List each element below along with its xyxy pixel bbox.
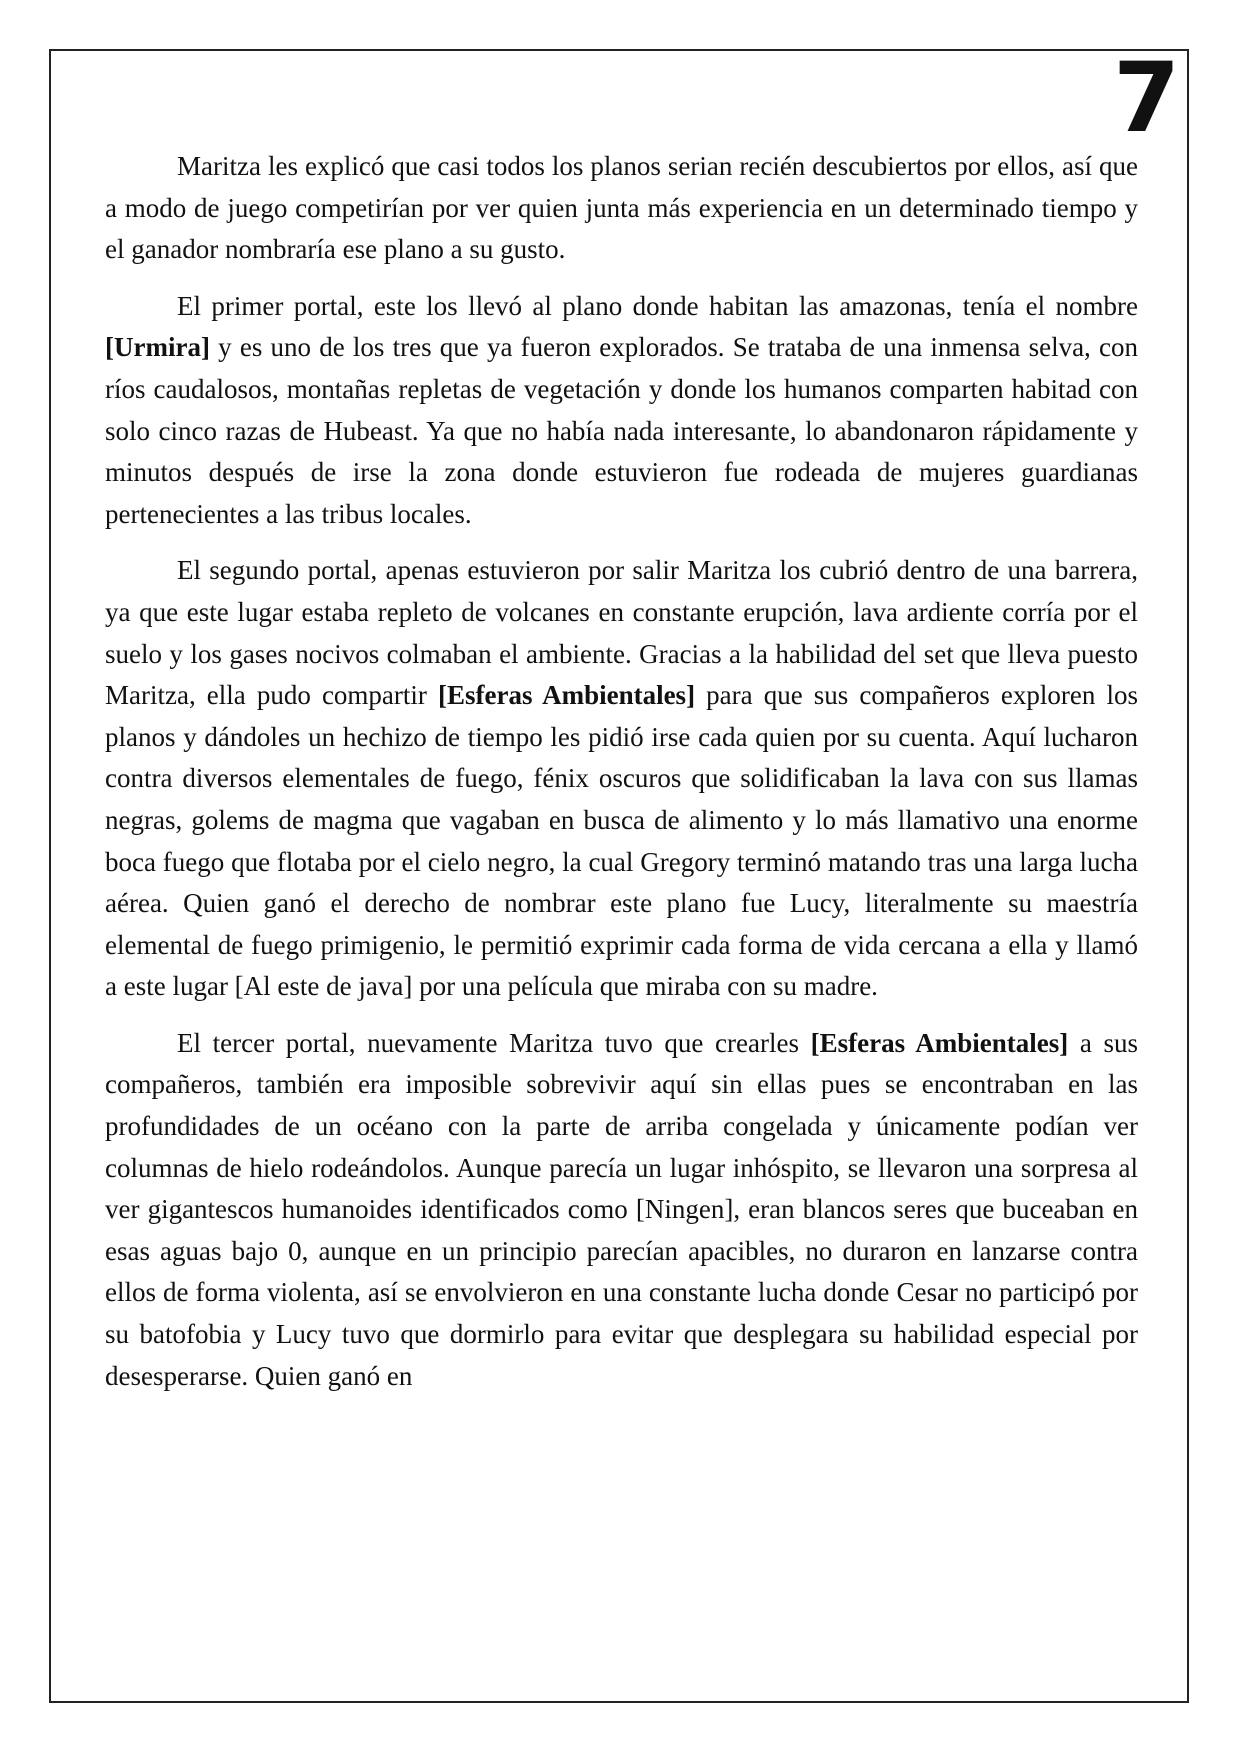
paragraph-text: El tercer portal, nuevamente Maritza tuvo que crearles — [177, 1027, 811, 1058]
paragraph-text: para que sus compañeros exploren los planos y dándoles un hechizo de tiempo les pidió irse cada quien por su cuenta. Aquí lucharon contra diversos elementales de fuego, fénix oscuros que solidificaban la lava con sus llamas negras, golems de magma que vagaban en busca de alimento y lo más llamativo una enorme boca fuego que flotaba por el cielo negro, la cual Gregory terminó matando tras una larga lucha aérea. Quien ganó el derecho de nombrar este plano fue Lucy, literalmente su maestría elemental de fuego primigenio, le permitió exprimir cada forma de vida cercana a ella y llamó a este lugar [Al este de java] por una película que miraba con su madre. — [105, 680, 1138, 1002]
body-text — [105, 146, 1138, 1412]
paragraph-text: El segundo portal, apenas estuvieron por salir Maritza los cubrió dentro de una barrera, ya que este lugar estaba repleto de volcanes en constante erupción, lava ardiente corría por el suelo y los gases nocivos colmaban el ambiente. Gracias a la habilidad del set que lleva puesto Maritza, ella pudo compartir — [105, 555, 1138, 711]
paragraph-4 — [105, 1023, 1138, 1397]
page-number: 7 — [1113, 42, 1180, 154]
paragraph-text: Maritza les explicó que casi todos los planos serian recién descubiertos por ellos, así que a modo de juego competirían por ver quien junta más experiencia en un determinado tiempo y el ganador nombraría ese plano a su gusto. — [105, 151, 1138, 265]
skill-name-esferas-ambientales: [Esferas Ambientales] — [438, 680, 696, 711]
skill-name-esferas-ambientales: [Esferas Ambientales] — [810, 1027, 1069, 1058]
paragraph-3 — [105, 550, 1138, 1008]
paragraph-2 — [105, 286, 1138, 536]
place-name-urmira: [Urmira] — [105, 332, 210, 363]
paragraph-text: El primer portal, este los llevó al plano donde habitan las amazonas, tenía el nombre — [177, 290, 1138, 321]
paragraph-1 — [105, 146, 1138, 271]
paragraph-text: y es uno de los tres que ya fueron explorados. Se trataba de una inmensa selva, con ríos caudalosos, montañas repletas de vegetación y donde los humanos comparten habitad con solo cinco razas de Hubeast. Ya que no había nada interesante, lo abandonaron rápidamente y minutos después de irse la zona donde estuvieron fue rodeada de mujeres guardianas pertenecientes a las tribus locales. — [105, 332, 1138, 529]
paragraph-text: a sus compañeros, también era imposible sobrevivir aquí sin ellas pues se encontraban en las profundidades de un océano con la parte de arriba congelada y únicamente podían ver columnas de hielo rodeándolos. Aunque parecía un lugar inhóspito, se llevaron una sorpresa al ver gigantescos humanoides identificados como [Ningen], eran blancos seres que buceaban en esas aguas bajo 0, aunque en un principio parecían apacibles, no duraron en lanzarse contra ellos de forma violenta, así se envolvieron en una constante lucha donde Cesar no participó por su batofobia y Lucy tuvo que dormirlo para evitar que desplegara su habilidad especial por desesperarse. Quien ganó en — [105, 1027, 1139, 1391]
